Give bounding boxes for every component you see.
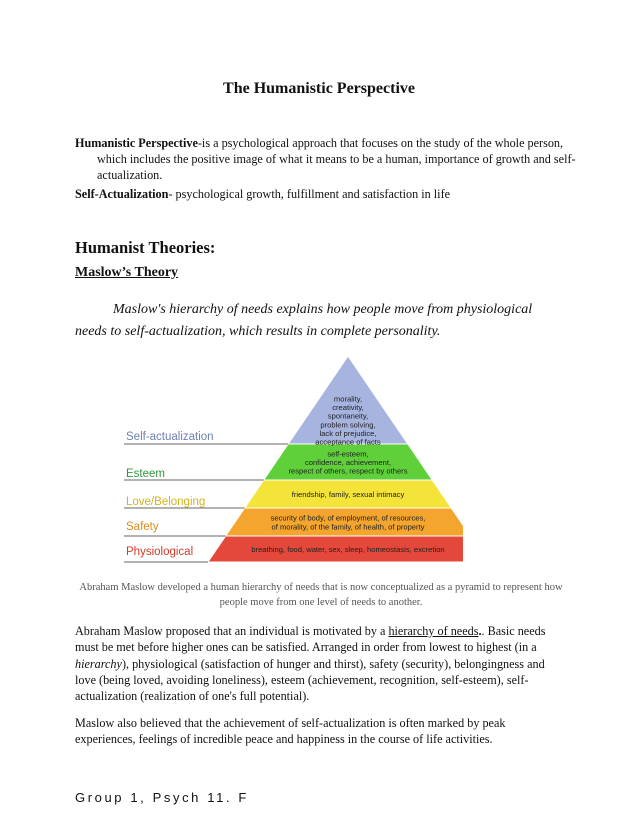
tier-description-line: breathing, food, water, sex, sleep, homeostasis, excretion bbox=[251, 545, 445, 554]
section-heading: Humanist Theories: bbox=[75, 238, 216, 257]
level-label: Safety bbox=[126, 521, 159, 533]
figure-caption: Abraham Maslow developed a human hierarchy of needs that is now conceptualized as a pyramid to represent how people move from one level of needs to another. bbox=[79, 582, 563, 608]
subsection-heading: Maslow’s Theory bbox=[75, 265, 179, 280]
body-paragraph-1: Abraham Maslow proposed that an individual is motivated by a hierarchy of needs.. Basic needs must be met before higher ones can be satisfied. Arranged in order from lowest to highest (in a hierarchy), physiological (satisfaction of hunger and thirst), safety (security), belongingness and love (being loved, avoiding loneliness), esteem (achievement, recognition, self-esteem), self-actualization (realization of one's full potential). bbox=[75, 624, 546, 704]
tier-description-line: respect of others, respect by others bbox=[288, 466, 408, 476]
tier-description-line: creativity, bbox=[332, 403, 364, 413]
tier-description-line: self-esteem, bbox=[327, 449, 369, 459]
tier-description-line: problem solving, bbox=[320, 420, 376, 430]
tier-description-line: confidence, achievement, bbox=[304, 458, 392, 467]
tier-description-line: of morality, of the family, of health, of property bbox=[271, 522, 425, 532]
tier-description-line: acceptance of facts bbox=[315, 437, 381, 447]
tier-description-line: friendship, family, sexual intimacy bbox=[291, 490, 405, 499]
tier-description-line: security of body, of employment, of resources, bbox=[270, 513, 426, 523]
definition-term: Self-Actualization bbox=[75, 187, 169, 201]
level-label: Esteem bbox=[126, 468, 165, 480]
body-italic: hierarchy bbox=[75, 656, 122, 671]
hierarchy-of-needs-link[interactable]: hierarchy of needs bbox=[388, 624, 479, 638]
definition-humanistic bbox=[75, 135, 587, 183]
body-text: Abraham Maslow proposed that an individual is motivated by a bbox=[75, 624, 389, 638]
tier-description-line: spontaneity, bbox=[327, 411, 369, 421]
body-text: . Basic needs must be met before higher ones can be satisfied. Arranged in order from lowest to highest (in a bbox=[75, 624, 546, 655]
page-title: The Humanistic Perspective bbox=[223, 80, 415, 97]
definition-text: - psychological growth, fulfillment and satisfaction in life bbox=[168, 187, 451, 201]
maslow-pyramid-figure bbox=[118, 352, 463, 567]
body-paragraph-2: Maslow also believed that the achievement of self-actualization is often marked by peak experiences, feelings of incredible peace and happiness in the course of life activities. bbox=[75, 716, 506, 747]
level-label: Physiological bbox=[126, 546, 194, 558]
page-footer: Group 1, Psych 11. F bbox=[75, 790, 249, 805]
definition-text: -is a psychological approach that focuses on the study of the whole person, which includes the positive image of what it means to be a human, importance of growth and self-actualization. bbox=[97, 136, 576, 182]
tier-description-line: morality, bbox=[333, 394, 363, 404]
level-label: Love/Belonging bbox=[126, 496, 206, 508]
body-text: ), physiological (satisfaction of hunger and thirst), safety (security), belongingness and love (being loved, avoiding loneliness), esteem (achievement, recognition, self-esteem), self-actualization (realization of one's full potential). bbox=[75, 656, 545, 704]
tier-description-line: lack of prejudice, bbox=[319, 428, 377, 438]
level-label: Self-actualization bbox=[126, 431, 214, 443]
definition-term: Humanistic Perspective bbox=[75, 136, 198, 150]
intro-paragraph: Maslow's hierarchy of needs explains how people move from physiological needs to self-actualization, which results in complete personality. bbox=[75, 302, 533, 339]
maslow-pyramid bbox=[118, 352, 463, 567]
definition-self-actualization bbox=[75, 186, 587, 202]
